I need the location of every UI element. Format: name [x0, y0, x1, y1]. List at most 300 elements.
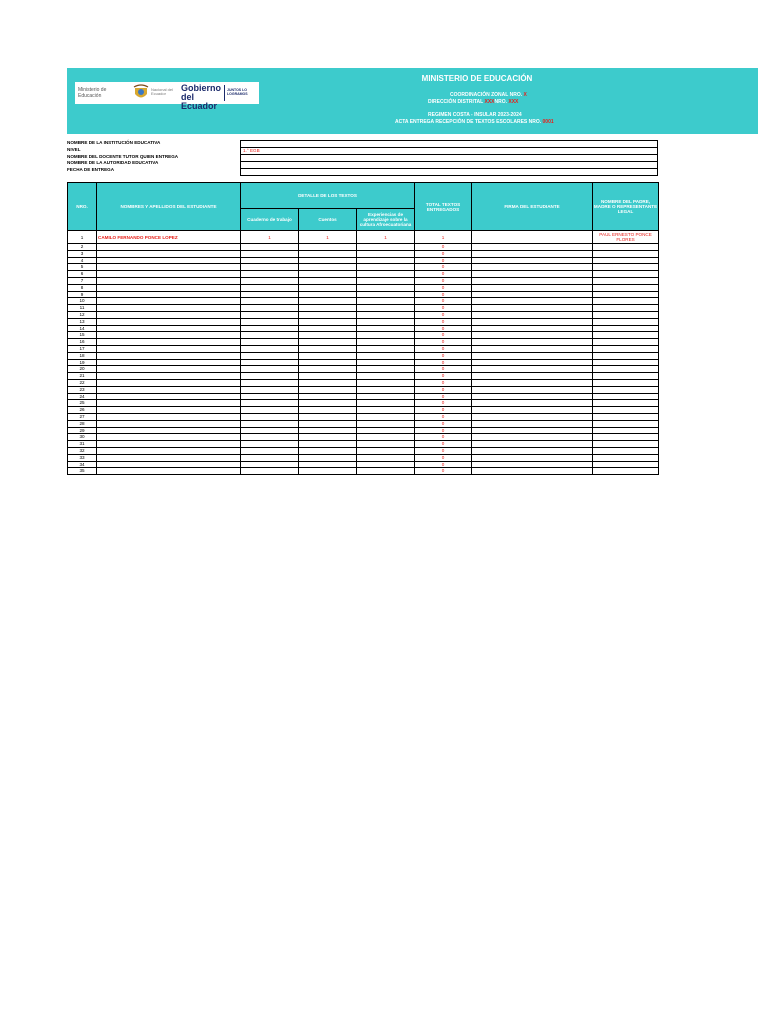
firma-cell[interactable]: [472, 277, 593, 284]
firma-cell[interactable]: [472, 413, 593, 420]
student-name[interactable]: [97, 339, 241, 346]
autoridad-field[interactable]: [241, 162, 657, 169]
cuentos-count[interactable]: [299, 318, 357, 325]
experiencias-count[interactable]: [357, 386, 415, 393]
experiencias-count[interactable]: [357, 352, 415, 359]
total-count: 0: [415, 393, 472, 400]
student-name[interactable]: [97, 244, 241, 251]
table-row: [68, 298, 659, 305]
experiencias-count[interactable]: 1: [357, 231, 415, 244]
experiencias-count[interactable]: [357, 325, 415, 332]
row-nro: 32: [68, 447, 97, 454]
regimen-line: REGIMEN COSTA - INSULAR 2023-2024: [428, 112, 522, 118]
student-name[interactable]: [97, 373, 241, 380]
cuaderno-count[interactable]: [241, 427, 299, 434]
table-row: [68, 244, 659, 251]
experiencias-count[interactable]: [357, 373, 415, 380]
experiencias-count[interactable]: [357, 244, 415, 251]
cuentos-count[interactable]: [299, 325, 357, 332]
student-name[interactable]: [97, 352, 241, 359]
firma-cell[interactable]: [472, 345, 593, 352]
firma-cell[interactable]: [472, 298, 593, 305]
firma-cell[interactable]: [472, 231, 593, 244]
cuaderno-count[interactable]: [241, 373, 299, 380]
header-nombres: NOMBRES Y APELLIDOS DEL ESTUDIANTE: [97, 183, 241, 231]
table-row: [68, 277, 659, 284]
table-row: [68, 231, 659, 244]
representante-name[interactable]: [593, 271, 659, 278]
info-values: [240, 140, 658, 176]
row-nro: 24: [68, 393, 97, 400]
firma-cell[interactable]: [472, 359, 593, 366]
firma-cell[interactable]: [472, 325, 593, 332]
experiencias-count[interactable]: [357, 379, 415, 386]
firma-cell[interactable]: [472, 244, 593, 251]
cuaderno-count[interactable]: [241, 311, 299, 318]
firma-cell[interactable]: [472, 461, 593, 468]
experiencias-count[interactable]: [357, 447, 415, 454]
cuentos-count[interactable]: [299, 366, 357, 373]
representante-name[interactable]: [593, 447, 659, 454]
row-nro: 1: [68, 231, 97, 244]
representante-name[interactable]: [593, 407, 659, 414]
experiencias-count[interactable]: [357, 454, 415, 461]
representante-name[interactable]: [593, 468, 659, 475]
cuentos-count[interactable]: [299, 447, 357, 454]
table-row: [68, 271, 659, 278]
table-row: [68, 284, 659, 291]
representante-name[interactable]: [593, 352, 659, 359]
table-row: [68, 447, 659, 454]
representante-name[interactable]: [593, 332, 659, 339]
row-nro: 26: [68, 407, 97, 414]
cuentos-count[interactable]: [299, 250, 357, 257]
experiencias-count[interactable]: [357, 291, 415, 298]
representante-name[interactable]: [593, 277, 659, 284]
experiencias-count[interactable]: [357, 345, 415, 352]
firma-cell[interactable]: [472, 393, 593, 400]
cuaderno-count[interactable]: [241, 291, 299, 298]
student-name[interactable]: [97, 454, 241, 461]
experiencias-count[interactable]: [357, 284, 415, 291]
experiencias-count[interactable]: [357, 413, 415, 420]
student-name[interactable]: [97, 434, 241, 441]
student-name[interactable]: [97, 298, 241, 305]
table-row: [68, 352, 659, 359]
fecha-field[interactable]: [241, 169, 657, 175]
cuaderno-count[interactable]: [241, 386, 299, 393]
cuentos-count[interactable]: [299, 311, 357, 318]
representante-name[interactable]: [593, 379, 659, 386]
experiencias-count[interactable]: [357, 298, 415, 305]
cuentos-count[interactable]: [299, 407, 357, 414]
cuaderno-count[interactable]: [241, 325, 299, 332]
header-nro: NRO.: [68, 183, 97, 231]
table-row: [68, 413, 659, 420]
experiencias-count[interactable]: [357, 359, 415, 366]
representante-name[interactable]: [593, 291, 659, 298]
student-name[interactable]: CAMILO FERNANDO PONCE LOPEZ: [97, 231, 241, 244]
total-count: 0: [415, 413, 472, 420]
representante-name[interactable]: [593, 420, 659, 427]
firma-cell[interactable]: [472, 400, 593, 407]
autoridad-label: NOMBRE DE LA AUTORIDAD EDUCATIVA: [67, 160, 159, 166]
total-count: 0: [415, 427, 472, 434]
representante-name[interactable]: [593, 441, 659, 448]
info-section: [67, 140, 658, 176]
total-count: 0: [415, 257, 472, 264]
cuaderno-count[interactable]: [241, 284, 299, 291]
acta-line: [395, 119, 554, 125]
cuentos-count[interactable]: [299, 298, 357, 305]
cuentos-count[interactable]: [299, 332, 357, 339]
firma-cell[interactable]: [472, 427, 593, 434]
header-banner: [67, 68, 758, 134]
nivel-field[interactable]: 1.° EGB: [241, 148, 657, 155]
experiencias-count[interactable]: [357, 257, 415, 264]
coordinacion-value: X: [523, 92, 527, 98]
experiencias-count[interactable]: [357, 250, 415, 257]
cuentos-count[interactable]: [299, 461, 357, 468]
cuentos-count[interactable]: [299, 257, 357, 264]
student-name[interactable]: [97, 400, 241, 407]
direccion-value-1: XXX: [484, 99, 495, 105]
firma-cell[interactable]: [472, 291, 593, 298]
firma-cell[interactable]: [472, 447, 593, 454]
cuaderno-count[interactable]: [241, 434, 299, 441]
row-nro: 35: [68, 468, 97, 475]
representante-name[interactable]: [593, 339, 659, 346]
firma-cell[interactable]: [472, 311, 593, 318]
representante-name[interactable]: [593, 393, 659, 400]
cuaderno-count[interactable]: [241, 318, 299, 325]
row-nro: 12: [68, 311, 97, 318]
institucion-label: NOMBRE DE LA INSTITUCIÓN EDUCATIVA: [67, 140, 161, 145]
table-row: [68, 468, 659, 475]
acta-value: 0001: [542, 119, 554, 125]
cuaderno-count[interactable]: [241, 366, 299, 373]
firma-cell[interactable]: [472, 373, 593, 380]
student-name[interactable]: [97, 277, 241, 284]
cuaderno-count[interactable]: [241, 393, 299, 400]
row-nro: 14: [68, 325, 97, 332]
cuentos-count[interactable]: [299, 264, 357, 271]
firma-cell[interactable]: [472, 441, 593, 448]
cuaderno-count[interactable]: [241, 413, 299, 420]
student-name[interactable]: [97, 413, 241, 420]
student-name[interactable]: [97, 271, 241, 278]
cuaderno-count[interactable]: [241, 454, 299, 461]
total-count: 0: [415, 271, 472, 278]
cuaderno-count[interactable]: 1: [241, 231, 299, 244]
student-name[interactable]: [97, 393, 241, 400]
experiencias-count[interactable]: [357, 366, 415, 373]
representante-name[interactable]: [593, 427, 659, 434]
institucion-field[interactable]: [241, 141, 657, 148]
row-nro: 4: [68, 257, 97, 264]
row-nro: 27: [68, 413, 97, 420]
cuentos-count[interactable]: [299, 305, 357, 312]
total-count: 0: [415, 305, 472, 312]
experiencias-count[interactable]: [357, 277, 415, 284]
total-count: 0: [415, 352, 472, 359]
representante-name[interactable]: [593, 325, 659, 332]
row-nro: 13: [68, 318, 97, 325]
cuentos-count[interactable]: [299, 244, 357, 251]
ministerio-logo-text: Ministerio de Educación: [78, 87, 107, 99]
representante-name[interactable]: [593, 264, 659, 271]
header-experiencias: Experiencias de aprendizaje sobre la cultura Afroecuatoriana: [357, 209, 415, 231]
table-row: [68, 434, 659, 441]
experiencias-count[interactable]: [357, 271, 415, 278]
table-row: [68, 400, 659, 407]
experiencias-count[interactable]: [357, 305, 415, 312]
firma-cell[interactable]: [472, 407, 593, 414]
experiencias-count[interactable]: [357, 332, 415, 339]
cuaderno-count[interactable]: [241, 420, 299, 427]
student-name[interactable]: [97, 441, 241, 448]
representante-name[interactable]: [593, 373, 659, 380]
cuentos-count[interactable]: [299, 427, 357, 434]
student-name[interactable]: [97, 379, 241, 386]
firma-cell[interactable]: [472, 434, 593, 441]
student-name[interactable]: [97, 325, 241, 332]
cuaderno-count[interactable]: [241, 244, 299, 251]
cuaderno-count[interactable]: [241, 339, 299, 346]
representante-name[interactable]: [593, 250, 659, 257]
firma-cell[interactable]: [472, 250, 593, 257]
student-name[interactable]: [97, 468, 241, 475]
cuaderno-count[interactable]: [241, 441, 299, 448]
total-count: 0: [415, 386, 472, 393]
cuaderno-count[interactable]: [241, 400, 299, 407]
cuentos-count[interactable]: [299, 434, 357, 441]
student-name[interactable]: [97, 305, 241, 312]
total-count: 0: [415, 339, 472, 346]
cuaderno-count[interactable]: [241, 257, 299, 264]
direccion-nro: NRO.: [494, 99, 507, 105]
student-name[interactable]: [97, 284, 241, 291]
cuaderno-count[interactable]: [241, 379, 299, 386]
cuentos-count[interactable]: [299, 271, 357, 278]
representante-name[interactable]: PAUL ERNESTO PONCE FLORES: [593, 231, 659, 244]
student-name[interactable]: [97, 291, 241, 298]
table-row: [68, 332, 659, 339]
student-name[interactable]: [97, 386, 241, 393]
experiencias-count[interactable]: [357, 461, 415, 468]
cuaderno-count[interactable]: [241, 277, 299, 284]
firma-cell[interactable]: [472, 271, 593, 278]
cuaderno-count[interactable]: [241, 447, 299, 454]
student-name[interactable]: [97, 447, 241, 454]
firma-cell[interactable]: [472, 284, 593, 291]
representante-name[interactable]: [593, 257, 659, 264]
row-nro: 16: [68, 339, 97, 346]
firma-cell[interactable]: [472, 264, 593, 271]
cuaderno-count[interactable]: [241, 345, 299, 352]
firma-cell[interactable]: [472, 454, 593, 461]
firma-cell[interactable]: [472, 339, 593, 346]
cuentos-count[interactable]: [299, 413, 357, 420]
firma-cell[interactable]: [472, 305, 593, 312]
table-row: [68, 291, 659, 298]
representante-name[interactable]: [593, 345, 659, 352]
row-nro: 5: [68, 264, 97, 271]
total-count: 0: [415, 291, 472, 298]
cuentos-count[interactable]: [299, 345, 357, 352]
row-nro: 20: [68, 366, 97, 373]
firma-cell[interactable]: [472, 468, 593, 475]
table-row: [68, 325, 659, 332]
cuaderno-count[interactable]: [241, 407, 299, 414]
experiencias-count[interactable]: [357, 441, 415, 448]
experiencias-count[interactable]: [357, 393, 415, 400]
row-nro: 3: [68, 250, 97, 257]
cuentos-count[interactable]: [299, 339, 357, 346]
row-nro: 25: [68, 400, 97, 407]
cuentos-count[interactable]: [299, 277, 357, 284]
table-row: [68, 264, 659, 271]
representante-name[interactable]: [593, 359, 659, 366]
student-name[interactable]: [97, 264, 241, 271]
experiencias-count[interactable]: [357, 468, 415, 475]
representante-name[interactable]: [593, 244, 659, 251]
experiencias-count[interactable]: [357, 311, 415, 318]
student-name[interactable]: [97, 427, 241, 434]
representante-name[interactable]: [593, 311, 659, 318]
experiencias-count[interactable]: [357, 400, 415, 407]
student-name[interactable]: [97, 461, 241, 468]
page-title: MINISTERIO DE EDUCACIÓN: [421, 74, 533, 83]
representante-name[interactable]: [593, 284, 659, 291]
student-name[interactable]: [97, 311, 241, 318]
table-row: [68, 318, 659, 325]
total-count: 0: [415, 359, 472, 366]
cuaderno-count[interactable]: [241, 250, 299, 257]
representante-name[interactable]: [593, 386, 659, 393]
cuentos-count[interactable]: [299, 468, 357, 475]
cuaderno-count[interactable]: [241, 359, 299, 366]
cuaderno-count[interactable]: [241, 271, 299, 278]
firma-cell[interactable]: [472, 257, 593, 264]
total-count: 0: [415, 244, 472, 251]
total-count: 0: [415, 420, 472, 427]
student-name[interactable]: [97, 407, 241, 414]
cuentos-count[interactable]: [299, 400, 357, 407]
row-nro: 7: [68, 277, 97, 284]
firma-cell[interactable]: [472, 420, 593, 427]
cuaderno-count[interactable]: [241, 352, 299, 359]
cuentos-count[interactable]: [299, 420, 357, 427]
firma-cell[interactable]: [472, 318, 593, 325]
coordinacion-label: COORDINACIÓN ZONAL NRO.: [450, 92, 523, 98]
student-name[interactable]: [97, 345, 241, 352]
student-name[interactable]: [97, 257, 241, 264]
student-name[interactable]: [97, 332, 241, 339]
cuaderno-count[interactable]: [241, 461, 299, 468]
representante-name[interactable]: [593, 454, 659, 461]
row-nro: 2: [68, 244, 97, 251]
student-name[interactable]: [97, 250, 241, 257]
student-name[interactable]: [97, 359, 241, 366]
cuaderno-count[interactable]: [241, 468, 299, 475]
cuentos-count[interactable]: [299, 454, 357, 461]
firma-cell[interactable]: [472, 379, 593, 386]
cuentos-count[interactable]: [299, 441, 357, 448]
representante-name[interactable]: [593, 413, 659, 420]
cuentos-count[interactable]: [299, 284, 357, 291]
table-row: [68, 339, 659, 346]
cuentos-count[interactable]: [299, 352, 357, 359]
cuaderno-count[interactable]: [241, 264, 299, 271]
cuentos-count[interactable]: [299, 379, 357, 386]
cuentos-count[interactable]: 1: [299, 231, 357, 244]
total-count: 0: [415, 441, 472, 448]
student-name[interactable]: [97, 420, 241, 427]
total-count: 0: [415, 250, 472, 257]
gobierno-logo-text: Gobierno del Ecuador: [181, 83, 221, 111]
firma-cell[interactable]: [472, 332, 593, 339]
cuaderno-count[interactable]: [241, 305, 299, 312]
row-nro: 10: [68, 298, 97, 305]
firma-cell[interactable]: [472, 352, 593, 359]
representante-name[interactable]: [593, 400, 659, 407]
student-name[interactable]: [97, 366, 241, 373]
row-nro: 28: [68, 420, 97, 427]
bandera-logo-text: Nacional del Ecuador: [151, 87, 174, 96]
coat-of-arms-icon: [133, 84, 149, 102]
row-nro: 15: [68, 332, 97, 339]
total-count: 0: [415, 454, 472, 461]
experiencias-count[interactable]: [357, 339, 415, 346]
representante-name[interactable]: [593, 298, 659, 305]
representante-name[interactable]: [593, 434, 659, 441]
experiencias-count[interactable]: [357, 434, 415, 441]
cuentos-count[interactable]: [299, 386, 357, 393]
experiencias-count[interactable]: [357, 318, 415, 325]
total-count: 0: [415, 298, 472, 305]
representante-name[interactable]: [593, 366, 659, 373]
header-representante: NOMBRE DEL PADRE, MADRE O REPRESENTANTE LEGAL: [593, 183, 659, 231]
cuentos-count[interactable]: [299, 359, 357, 366]
institutional-logo: [75, 82, 259, 111]
experiencias-count[interactable]: [357, 427, 415, 434]
experiencias-count[interactable]: [357, 420, 415, 427]
row-nro: 33: [68, 454, 97, 461]
cuaderno-count[interactable]: [241, 332, 299, 339]
total-count: 0: [415, 325, 472, 332]
experiencias-count[interactable]: [357, 407, 415, 414]
cuentos-count[interactable]: [299, 291, 357, 298]
firma-cell[interactable]: [472, 366, 593, 373]
firma-cell[interactable]: [472, 386, 593, 393]
representante-name[interactable]: [593, 318, 659, 325]
header-firma: FIRMA DEL ESTUDIANTE: [472, 183, 593, 231]
experiencias-count[interactable]: [357, 264, 415, 271]
student-name[interactable]: [97, 318, 241, 325]
representante-name[interactable]: [593, 461, 659, 468]
juntos-logo-text: JUNTOS LO LOGRAMOS: [227, 88, 248, 96]
header-total: TOTAL TEXTOS ENTREGADOS: [415, 183, 472, 231]
cuaderno-count[interactable]: [241, 298, 299, 305]
table-row: [68, 305, 659, 312]
cuentos-count[interactable]: [299, 373, 357, 380]
docente-field[interactable]: [241, 155, 657, 162]
representante-name[interactable]: [593, 305, 659, 312]
total-count: 0: [415, 311, 472, 318]
total-count: 1: [415, 231, 472, 244]
cuentos-count[interactable]: [299, 393, 357, 400]
